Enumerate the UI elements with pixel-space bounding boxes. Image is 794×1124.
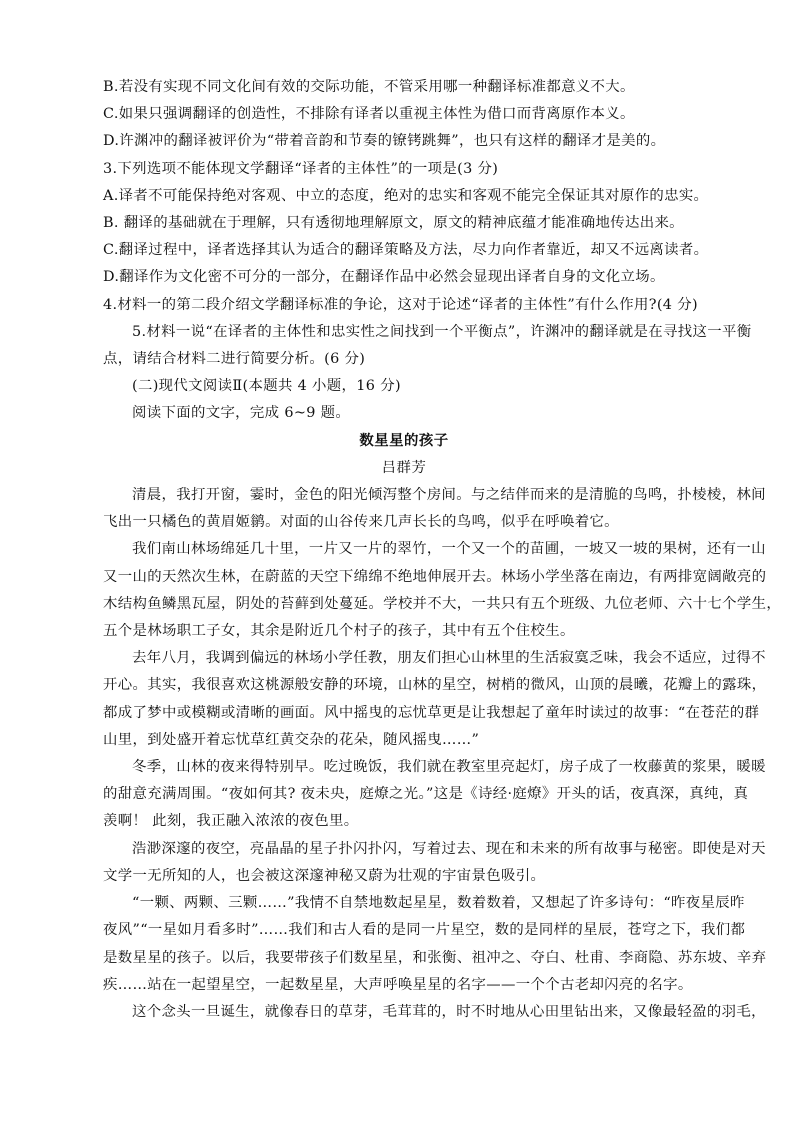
paragraph-line: 羡啊！ 此刻，我正融入浓浓的夜色里。	[103, 813, 359, 830]
question-3-option-a: A.译者不可能保持绝对客观、中立的态度，绝对的忠实和客观不能完全保证其对原作的忠实。	[103, 187, 709, 204]
section-heading: (二)现代文阅读Ⅱ(本题共 4 小题，16 分)	[132, 378, 401, 395]
paragraph-line: 飞出一只橘色的黄眉姬鹟。对面的山谷传来几声长长的鸟鸣，似乎在呼唤着它。	[103, 514, 619, 531]
paragraph-line: 疾……站在一起望星空，一起数星星，大声呼唤星星的名字——一个个古老却闪亮的名字。	[103, 976, 693, 993]
paragraph-line: 开心。其实，我很喜欢这桃源般安静的环境，山林的星空，树梢的微风，山顶的晨曦，花瓣上的露珠，	[103, 677, 767, 694]
option-c: C.如果只强调翻译的创造性，不排除有译者以重视主体性为借口而背离原作本义。	[103, 106, 635, 123]
paragraph-line: 这个念头一旦诞生，就像春日的草芽，毛茸茸的，时不时地从心田里钻出来，又像最轻盈的羽毛，	[132, 1003, 766, 1020]
article-title: 数星星的孩子	[359, 432, 449, 449]
paragraph-line: 山里，到处盛开着忘忧草红黄交杂的花朵，随风摇曳……”	[103, 731, 480, 748]
paragraph-line: 冬季，山林的夜来得特别早。吃过晚饭，我们就在教室里亮起灯，房子成了一枚藤黄的浆果，暖暖	[132, 759, 766, 776]
paragraph-line: 的甜意充满周围。“夜如何其? 夜未央，庭燎之光。”这是《诗经·庭燎》开头的话，夜真深，真纯，真	[103, 786, 749, 803]
question-5-line-1: 5.材料一说“在译者的主体性和忠实性之间找到一个平衡点”，许渊冲的翻译就是在寻找这一平衡	[132, 323, 752, 340]
paragraph-line: 清晨，我打开窗，霎时，金色的阳光倾泻整个房间。与之结伴而来的是清脆的鸟鸣，扑棱棱，林间	[132, 487, 766, 504]
question-4: 4.材料一的第二段介绍文学翻译标准的争论，这对于论述“译者的主体性”有什么作用?(4 分)	[103, 296, 698, 313]
question-3-option-c: C.翻译过程中，译者选择其认为适合的翻译策略及方法，尽力向作者靠近，却又不远离读者。	[103, 242, 709, 259]
paragraph-line: “一颗、两颗、三颗……”我情不自禁地数起星星，数着数着，又想起了许多诗句：“昨夜星辰昨	[132, 895, 745, 912]
paragraph-line: 夜风”“一星如月看多时”……我们和古人看的是同一片星空，数的是同样的星辰，苍穹之下，我们都	[103, 922, 746, 939]
paragraph-line: 木结构鱼鳞黑瓦屋，阴处的苔藓到处蔓延。学校并不大，一共只有五个班级、九位老师、六十七个学生，	[103, 595, 782, 612]
paragraph-line: 是数星星的孩子。以后，我要带孩子们数星星，和张衡、祖冲之、夺白、杜甫、李商隐、苏东坡、辛弃	[103, 949, 767, 966]
section-instruction: 阅读下面的文字，完成 6~9 题。	[132, 405, 351, 422]
paragraph-line: 我们南山林场绵延几十里，一片又一片的翠竹，一个又一个的苗圃，一坡又一坡的果树，还有一山	[132, 541, 766, 558]
question-3-option-d: D.翻译作为文化密不可分的一部分，在翻译作品中必然会显现出译者自身的文化立场。	[103, 269, 665, 286]
option-d: D.许渊冲的翻译被评价为“带着音韵和节奏的镣铐跳舞”，也只有这样的翻译才是美的。	[103, 133, 666, 150]
paragraph-line: 都成了梦中或模糊或清晰的画面。风中摇曳的忘忧草更是让我想起了童年时读过的故事：“在苍茫的群	[103, 704, 760, 721]
paragraph-line: 去年八月，我调到偏远的林场小学任教，朋友们担心山林里的生活寂寞乏味，我会不适应，过得不	[132, 650, 766, 667]
paragraph-line: 浩渺深邃的夜空，亮晶晶的星子扑闪扑闪，写着过去、现在和未来的所有故事与秘密。即使是对天	[132, 840, 766, 857]
option-b: B.若没有实现不同文化间有效的交际功能，不管采用哪一种翻译标准都意义不大。	[103, 79, 635, 95]
article-author: 吕群芳	[381, 459, 427, 476]
paragraph-line: 又一山的天然次生林，在蔚蓝的天空下绵绵不绝地伸展开去。林场小学坐落在南边，有两排宽阔敞亮的	[103, 568, 767, 585]
document-page	[103, 74, 782, 1026]
question-5-line-2: 点，请结合材料二进行简要分析。(6 分)	[103, 351, 366, 368]
question-3-stem: 3.下列选项不能体现文学翻译“译者的主体性”的一项是(3 分)	[103, 160, 499, 177]
question-3-option-b: B. 翻译的基础就在于理解，只有透彻地理解原文，原文的精神底蕴才能准确地传达出来。	[103, 215, 684, 232]
paragraph-line: 五个是林场职工子女，其余是附近几个村子的孩子，其中有五个住校生。	[103, 623, 575, 640]
paragraph-line: 文学一无所知的人，也会被这深邃神秘又蔚为壮观的宇宙景色吸引。	[103, 867, 546, 884]
